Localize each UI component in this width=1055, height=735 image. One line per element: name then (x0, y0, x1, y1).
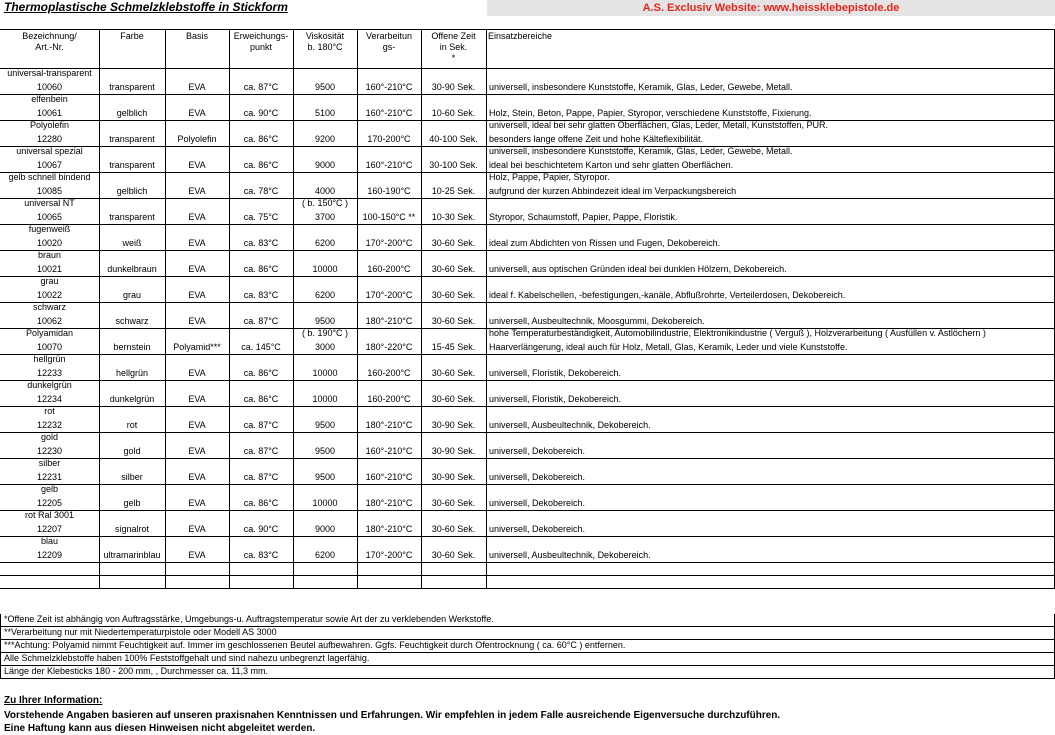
article-number: 12280 (36, 134, 63, 144)
softening-point: ca. 90°C (243, 108, 279, 118)
row-divider (0, 510, 1055, 511)
processing-temp: 160-200°C (367, 368, 411, 378)
open-time: 30-90 Sek. (431, 446, 476, 456)
application-line-2: universell, Ausbeultechnik, Dekobereich. (489, 420, 651, 430)
product-base: EVA (188, 186, 206, 196)
product-base: EVA (188, 394, 206, 404)
processing-temp: 160-200°C (367, 264, 411, 274)
processing-temp: 170°-200°C (365, 238, 413, 248)
article-number: 10020 (36, 238, 63, 248)
product-color: silber (121, 472, 143, 482)
application-line-1: universell, ideal bei sehr glatten Oberflächen, Glas, Leder, Metall, Kunststoffen, PUR. (489, 120, 829, 130)
table-bottom-line (0, 588, 1055, 589)
open-time: 30-60 Sek. (431, 550, 476, 560)
column-header-farbe: Farbe (120, 31, 144, 41)
product-base: EVA (188, 498, 206, 508)
processing-temp: 180°-210°C (365, 316, 413, 326)
open-time: 30-60 Sek. (431, 264, 476, 274)
product-color: rot (126, 420, 138, 430)
application-line-2: universell, aus optischen Gründen ideal bei dunklen Hölzern, Dekobereich. (489, 264, 787, 274)
application-line-2: aufgrund der kurzen Abbindezeit ideal im Verpackungsbereich (489, 186, 737, 196)
open-time: 30-60 Sek. (431, 316, 476, 326)
application-line-2: besonders lange offene Zeit und hohe Kälteflexibilität. (489, 134, 703, 144)
open-time: 10-60 Sek. (431, 108, 476, 118)
empty-row-line (0, 575, 1055, 576)
softening-point: ca. 75°C (243, 212, 279, 222)
viscosity: 4000 (314, 186, 336, 196)
open-time: 15-45 Sek. (431, 342, 476, 352)
footnote-divider (0, 678, 1055, 679)
row-divider (0, 406, 1055, 407)
column-header-visk: b. 180°C (307, 42, 343, 52)
column-header-offen: * (451, 53, 456, 63)
viscosity: 9200 (314, 134, 336, 144)
column-header-verarb: gs- (382, 42, 396, 52)
viscosity: 6200 (314, 290, 336, 300)
product-color: gelblich (116, 108, 148, 118)
footnote: Länge der Klebesticks 180 - 200 mm, , Durchmesser ca. 11,3 mm. (4, 666, 268, 676)
softening-point: ca. 83°C (243, 290, 279, 300)
column-header-offen: Offene Zeit (431, 31, 476, 41)
processing-temp: 160°-210°C (365, 446, 413, 456)
column-header-bez: Bezeichnung/ (22, 31, 77, 41)
viscosity: 3000 (314, 342, 336, 352)
column-header-offen: in Sek. (439, 42, 468, 52)
table-top-line (0, 29, 1055, 30)
application-line-2: Haarverlängerung, ideal auch für Holz, Metall, Glas, Keramik, Leder und viele Kunststoffe. (489, 342, 848, 352)
article-number: 12231 (36, 472, 63, 482)
product-color: gelblich (116, 186, 148, 196)
footnote: *Offene Zeit ist abhängig von Auftragsstärke, Umgebungs-u. Auftragstemperatur sowie Art der zu verklebenden Werkstoffe. (4, 614, 494, 624)
product-name: silber (38, 458, 61, 468)
product-name: Polyamidan (25, 328, 74, 338)
viscosity: 9000 (314, 524, 336, 534)
viscosity: 10000 (312, 498, 338, 508)
product-base: EVA (188, 446, 206, 456)
product-base: Polyamid*** (173, 342, 221, 352)
application-line-2: universell, Ausbeultechnik, Dekobereich. (489, 550, 651, 560)
product-name: universal spezial (16, 146, 83, 156)
product-base: EVA (188, 290, 206, 300)
softening-point: ca. 86°C (243, 394, 279, 404)
footnote-left-border (0, 614, 1, 678)
product-name: rot (44, 406, 55, 416)
viscosity: 9500 (314, 420, 336, 430)
viscosity-note: ( b. 150°C ) (301, 198, 349, 208)
product-name: gelb schnell bindend (8, 172, 91, 182)
open-time: 30-60 Sek. (431, 290, 476, 300)
viscosity: 10000 (312, 368, 338, 378)
application-line-2: universell, insbesondere Kunststoffe, Keramik, Glas, Leder, Gewebe, Metall. (489, 82, 793, 92)
application-line-2: universell, Dekobereich. (489, 446, 586, 456)
softening-point: ca. 145°C (241, 342, 281, 352)
footnote: ***Achtung: Polyamid nimmt Feuchtigkeit auf. Immer im geschlossenen Beutel aufbewahren. Ggfs. Feuchtigkeit durch Ofentrocknung ( ca. 60°C ) entfernen. (4, 640, 626, 650)
application-line-2: universell, Dekobereich. (489, 472, 586, 482)
product-base: EVA (188, 420, 206, 430)
product-color: signalrot (114, 524, 150, 534)
product-name: dunkelgrün (27, 380, 72, 390)
open-time: 30-90 Sek. (431, 472, 476, 482)
open-time: 30-90 Sek. (431, 420, 476, 430)
product-color: dunkelbraun (107, 264, 157, 274)
product-base: EVA (188, 82, 206, 92)
article-number: 10065 (36, 212, 63, 222)
product-color: transparent (109, 160, 155, 170)
product-base: EVA (188, 316, 206, 326)
row-divider (0, 432, 1055, 433)
softening-point: ca. 90°C (243, 524, 279, 534)
product-color: bernstein (113, 342, 151, 352)
product-color: transparent (109, 134, 155, 144)
website-banner: A.S. Exclusiv Website: www.heissklebepistole.de (487, 0, 1055, 16)
open-time: 30-60 Sek. (431, 368, 476, 378)
application-line-1: Holz, Pappe, Papier, Styropor. (489, 172, 610, 182)
product-name: universal-transparent (7, 68, 92, 78)
article-number: 12232 (36, 420, 63, 430)
viscosity: 5100 (314, 108, 336, 118)
open-time: 30-60 Sek. (431, 238, 476, 248)
softening-point: ca. 83°C (243, 238, 279, 248)
product-color: dunkelgrün (109, 394, 155, 404)
product-base: Polyolefin (177, 134, 217, 144)
row-divider (0, 458, 1055, 459)
product-name: schwarz (32, 302, 66, 312)
viscosity: 10000 (312, 264, 338, 274)
info-line-2: Eine Haftung kann aus diesen Hinweisen nicht abgeleitet werden. (4, 723, 316, 734)
application-line-2: universell, Ausbeultechnik, Moosgummi, Dekobereich. (489, 316, 705, 326)
open-time: 30-60 Sek. (431, 394, 476, 404)
page-title: Thermoplastische Schmelzklebstoffe in Stickform (4, 0, 288, 14)
softening-point: ca. 87°C (243, 446, 279, 456)
column-divider (486, 29, 487, 588)
softening-point: ca. 87°C (243, 420, 279, 430)
softening-point: ca. 83°C (243, 550, 279, 560)
row-divider (0, 354, 1055, 355)
footnote: **Verarbeitung nur mit Niedertemperaturpistole oder Modell AS 3000 (4, 627, 277, 637)
processing-temp: 170°-200°C (365, 290, 413, 300)
product-base: EVA (188, 550, 206, 560)
softening-point: ca. 86°C (243, 368, 279, 378)
product-color: gelb (123, 498, 141, 508)
row-divider (0, 484, 1055, 485)
open-time: 30-100 Sek. (429, 160, 478, 170)
open-time: 30-60 Sek. (431, 524, 476, 534)
product-name: fugenweiß (28, 224, 71, 234)
article-number: 12233 (36, 368, 63, 378)
column-header-basis: Basis (185, 31, 208, 41)
open-time: 10-25 Sek. (431, 186, 476, 196)
open-time: 40-100 Sek. (429, 134, 478, 144)
product-color: grau (122, 290, 141, 300)
processing-temp: 160°-210°C (365, 108, 413, 118)
product-color: hellgrün (115, 368, 149, 378)
application-line-2: ideal zum Abdichten von Rissen und Fugen, Dekobereich. (489, 238, 721, 248)
application-line-2: universell, Floristik, Dekobereich. (489, 368, 622, 378)
article-number: 12209 (36, 550, 63, 560)
product-color: schwarz (115, 316, 149, 326)
viscosity: 10000 (312, 394, 338, 404)
header-bottom-line (0, 68, 1055, 69)
column-header-erw: punkt (249, 42, 273, 52)
application-line-2: universell, Dekobereich. (489, 498, 586, 508)
article-number: 10022 (36, 290, 63, 300)
application-line-2: universell, Dekobereich. (489, 524, 586, 534)
open-time: 30-60 Sek. (431, 498, 476, 508)
application-line-1: universell, insbesondere Kunststoffe, Keramik, Glas, Leder, Gewebe, Metall. (489, 146, 793, 156)
row-divider (0, 94, 1055, 95)
softening-point: ca. 86°C (243, 498, 279, 508)
article-number: 12234 (36, 394, 63, 404)
article-number: 10067 (36, 160, 63, 170)
product-base: EVA (188, 264, 206, 274)
softening-point: ca. 78°C (243, 186, 279, 196)
application-line-1: hohe Temperaturbeständigkeit, Automobilindustrie, Elektronikindustrie ( Verguß ), Holzverarbeitung ( Ausfüllen v. Astlöchern ) (489, 328, 986, 338)
product-base: EVA (188, 368, 206, 378)
column-header-einsatz: Einsatzbereiche (488, 31, 553, 41)
product-name: blau (40, 536, 58, 546)
application-line-2: ideal f. Kabelschellen, -befestigungen,-kanäle, Abflußrohrte, Verteilerdosen, Dekobereich. (489, 290, 846, 300)
processing-temp: 160°-210°C (365, 82, 413, 92)
article-number: 12207 (36, 524, 63, 534)
processing-temp: 180°-210°C (365, 420, 413, 430)
product-name: braun (37, 250, 62, 260)
row-divider (0, 198, 1055, 199)
article-number: 10062 (36, 316, 63, 326)
footnote: Alle Schmelzklebstoffe haben 100% Feststoffgehalt und sind nahezu unbegrenzt lagerfähig. (4, 653, 370, 663)
processing-temp: 160-200°C (367, 394, 411, 404)
row-divider (0, 562, 1055, 563)
softening-point: ca. 87°C (243, 472, 279, 482)
viscosity: 6200 (314, 238, 336, 248)
row-divider (0, 302, 1055, 303)
row-divider (0, 224, 1055, 225)
processing-temp: 160°-210°C (365, 160, 413, 170)
article-number: 12205 (36, 498, 63, 508)
product-name: grau (40, 276, 59, 286)
processing-temp: 180°-220°C (365, 342, 413, 352)
row-divider (0, 250, 1055, 251)
viscosity: 9500 (314, 82, 336, 92)
row-divider (0, 276, 1055, 277)
product-base: EVA (188, 108, 206, 118)
product-name: Polyolefin (29, 120, 70, 130)
application-line-2: Styropor, Schaumstoff, Papier, Pappe, Floristik. (489, 212, 678, 222)
product-base: EVA (188, 160, 206, 170)
info-line-1: Vorstehende Angaben basieren auf unseren praxisnahen Kenntnissen und Erfahrungen. Wir empfehlen in jedem Falle ausreichende Eigenversuche durchzuführen. (4, 710, 781, 721)
title-row (0, 0, 1055, 17)
application-line-2: ideal bei beschichtetem Karton und sehr glatten Oberflächen. (489, 160, 734, 170)
column-header-verarb: Verarbeitun (365, 31, 413, 41)
softening-point: ca. 86°C (243, 134, 279, 144)
application-line-2: universell, Floristik, Dekobereich. (489, 394, 622, 404)
product-color: transparent (109, 212, 155, 222)
processing-temp: 180°-210°C (365, 524, 413, 534)
column-header-visk: Viskosität (305, 31, 345, 41)
viscosity: 3700 (314, 212, 336, 222)
processing-temp: 170-200°C (367, 134, 411, 144)
viscosity-note: ( b. 190°C ) (301, 328, 349, 338)
product-name: universal NT (24, 198, 75, 208)
viscosity: 9500 (314, 446, 336, 456)
open-time: 30-90 Sek. (431, 82, 476, 92)
article-number: 10070 (36, 342, 63, 352)
product-name: hellgrün (33, 354, 66, 364)
article-number: 10085 (36, 186, 63, 196)
processing-temp: 180°-210°C (365, 498, 413, 508)
softening-point: ca. 86°C (243, 160, 279, 170)
article-number: 10061 (36, 108, 63, 118)
product-name: gelb (40, 484, 58, 494)
viscosity: 6200 (314, 550, 336, 560)
processing-temp: 160°-210°C (365, 472, 413, 482)
viscosity: 9500 (314, 316, 336, 326)
softening-point: ca. 87°C (243, 82, 279, 92)
product-color: ultramarinblau (103, 550, 161, 560)
product-base: EVA (188, 212, 206, 222)
product-base: EVA (188, 524, 206, 534)
row-divider (0, 536, 1055, 537)
viscosity: 9000 (314, 160, 336, 170)
article-number: 10060 (36, 82, 63, 92)
softening-point: ca. 86°C (243, 264, 279, 274)
product-name: gold (40, 432, 58, 442)
product-base: EVA (188, 238, 206, 248)
processing-temp: 160-190°C (367, 186, 411, 196)
product-name: rot Ral 3001 (24, 510, 75, 520)
application-line-2: Holz, Stein, Beton, Pappe, Papier, Styropor, verschiedene Kunststoffe, Fixierung. (489, 108, 812, 118)
column-header-bez: Art.-Nr. (35, 42, 64, 52)
product-color: weiß (122, 238, 142, 248)
open-time: 10-30 Sek. (431, 212, 476, 222)
column-header-erw: Erweichungs- (233, 31, 289, 41)
article-number: 10021 (36, 264, 63, 274)
product-color: transparent (109, 82, 155, 92)
processing-temp: 100-150°C ** (362, 212, 416, 222)
info-title: Zu Ihrer Information: (4, 695, 103, 706)
processing-temp: 170°-200°C (365, 550, 413, 560)
product-base: EVA (188, 472, 206, 482)
product-name: elfenbein (31, 94, 68, 104)
article-number: 12230 (36, 446, 63, 456)
row-divider (0, 380, 1055, 381)
product-color: gold (123, 446, 141, 456)
softening-point: ca. 87°C (243, 316, 279, 326)
viscosity: 9500 (314, 472, 336, 482)
